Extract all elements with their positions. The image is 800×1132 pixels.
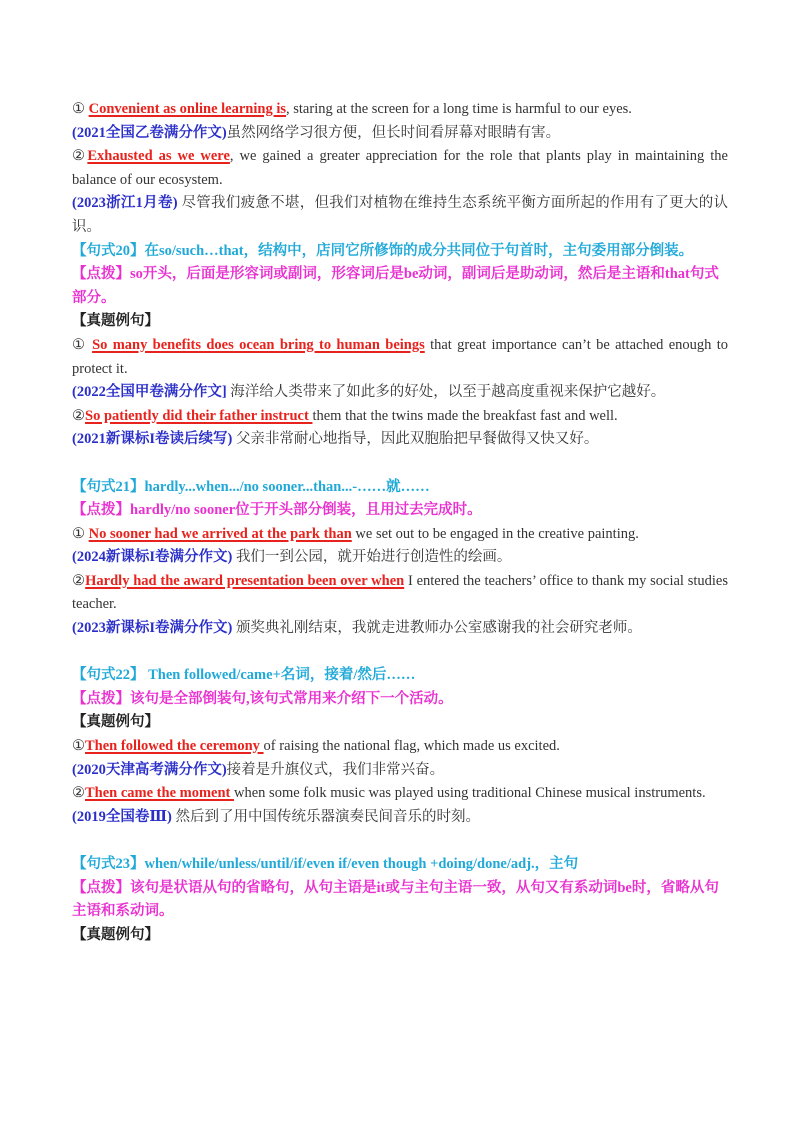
highlighted-phrase: No sooner had we arrived at the park than — [88, 525, 352, 542]
source-label: (2021全国乙卷满分作文) — [72, 124, 227, 141]
section-heading: 【真题例句】 — [72, 714, 159, 731]
example-sentence — [72, 570, 728, 617]
example-number: ① — [72, 525, 85, 542]
sentence-rest: we set out to be engaged in the creative painting. — [351, 525, 639, 542]
pattern-heading: 【句式22】 Then followed/came+名词，接着/然后…… — [72, 667, 416, 684]
example-number: ② — [72, 148, 88, 165]
example-translation — [72, 759, 728, 783]
sentence-rest: them that the twins made the breakfast fast and well. — [312, 407, 618, 424]
tip-text: 【点拨】该句是全部倒装句,该句式常用来介绍下一个活动。 — [72, 690, 453, 707]
tip-text: 【点拨】该句是状语从句的省略句，从句主语是it或与主句主语一致，从句又有系动词be时，省略从句主语和系动词。 — [72, 879, 719, 920]
example-translation — [72, 192, 728, 239]
example-sentence — [72, 145, 728, 192]
chinese-translation: 接着是升旗仪式，我们非常兴奋。 — [226, 761, 445, 778]
example-number: ① — [72, 336, 87, 353]
example-number: ① — [72, 738, 85, 755]
example-number: ① — [72, 101, 85, 117]
source-label: (2024新课标I卷满分作文) — [72, 549, 233, 566]
example-sentence — [72, 735, 728, 759]
highlighted-phrase: Then came the moment — [85, 785, 235, 802]
highlighted-phrase: So patiently did their father instruct — [85, 407, 313, 424]
sentence-rest: I entered the teachers’ office to thank my social studies teacher. — [72, 572, 729, 613]
example-translation — [72, 381, 728, 405]
example-sentence — [72, 334, 728, 381]
source-label: (2021新课标I卷读后续写) — [72, 431, 233, 448]
pattern-heading: 【句式23】when/while/unless/until/if/even if/even though +doing/done/adj.，主句 — [72, 856, 579, 872]
highlighted-phrase: So many benefits does ocean bring to human beings — [92, 336, 425, 353]
chinese-translation: 尽管我们疲惫不堪，但我们对植物在维持生态系统平衡方面所起的作用有了更大的认识。 — [72, 195, 728, 235]
source-label: (2020天津高考满分作文) — [72, 761, 227, 778]
spacer — [72, 641, 728, 665]
example-translation — [72, 546, 728, 570]
sentence-rest: of raising the national flag, which made us excited. — [263, 738, 560, 755]
section-heading: 【真题例句】 — [72, 313, 159, 330]
pattern-heading: 【句式21】hardly...when.../no sooner...than...-……就…… — [72, 478, 430, 495]
chinese-translation: 然后到了用中国传统乐器演奏民间音乐的时刻。 — [171, 808, 480, 825]
highlighted-phrase: Then followed the ceremony — [85, 738, 264, 755]
tip-text: 【点拨】hardly/no sooner位于开头部分倒装，且用过去完成时。 — [72, 502, 482, 519]
example-sentence — [72, 98, 728, 122]
highlighted-phrase: Convenient as online learning is — [88, 101, 287, 117]
section-heading: 【真题例句】 — [72, 926, 159, 943]
source-label: (2023浙江1月卷) — [72, 195, 178, 212]
example-translation — [72, 617, 728, 641]
chinese-translation: 海洋给人类带来了如此多的好处，以至于越高度重视来保护它越好。 — [226, 384, 666, 401]
chinese-translation: 父亲非常耐心地指导，因此双胞胎把早餐做得又快又好。 — [232, 431, 599, 448]
sentence-rest: , we gained a greater appreciation for the role that plants play in maintaining the balance of our ecosystem. — [72, 148, 728, 188]
tip-text: 【点拨】so开头，后面是形容词或副词，形容词后是be动词，副词后是助动词，然后是主语和that句式部分。 — [72, 266, 719, 306]
example-number: ② — [72, 572, 86, 589]
example-number: ② — [72, 407, 85, 424]
example-sentence — [72, 405, 728, 429]
example-sentence — [72, 782, 728, 806]
sentence-rest: when some folk music was played using traditional Chinese musical instruments. — [234, 785, 706, 802]
highlighted-phrase: Exhausted as we were — [87, 148, 230, 165]
example-sentence — [72, 523, 728, 547]
pattern-heading: 【句式20】在so/such…that，结构中，店同它所修饰的成分共同位于句首时，主句委用部分倒装。 — [72, 242, 694, 259]
example-translation — [72, 428, 728, 452]
document-page — [72, 98, 728, 947]
chinese-translation: 颁奖典礼刚结束，我就走进教师办公室感谢我的社会研究老师。 — [232, 620, 642, 637]
spacer — [72, 829, 728, 853]
example-translation — [72, 806, 728, 830]
chinese-translation: 我们一到公园，就开始进行创造性的绘画。 — [232, 549, 512, 566]
example-translation — [72, 122, 728, 146]
spacer — [72, 452, 728, 476]
example-number: ② — [72, 785, 85, 802]
sentence-rest: that great importance can’t be attached enough to protect it. — [72, 336, 729, 377]
chinese-translation: 虽然网络学习很方便，但长时间看屏幕对眼睛有害。 — [226, 124, 561, 141]
source-label: (2023新课标I卷满分作文) — [72, 620, 233, 637]
source-label: (2019全国卷Ⅲ) — [72, 808, 172, 825]
highlighted-phrase: Hardly had the award presentation been over when — [85, 572, 405, 589]
sentence-rest: , staring at the screen for a long time is harmful to our eyes. — [286, 101, 632, 117]
source-label: (2022全国甲卷满分作文] — [72, 384, 227, 401]
